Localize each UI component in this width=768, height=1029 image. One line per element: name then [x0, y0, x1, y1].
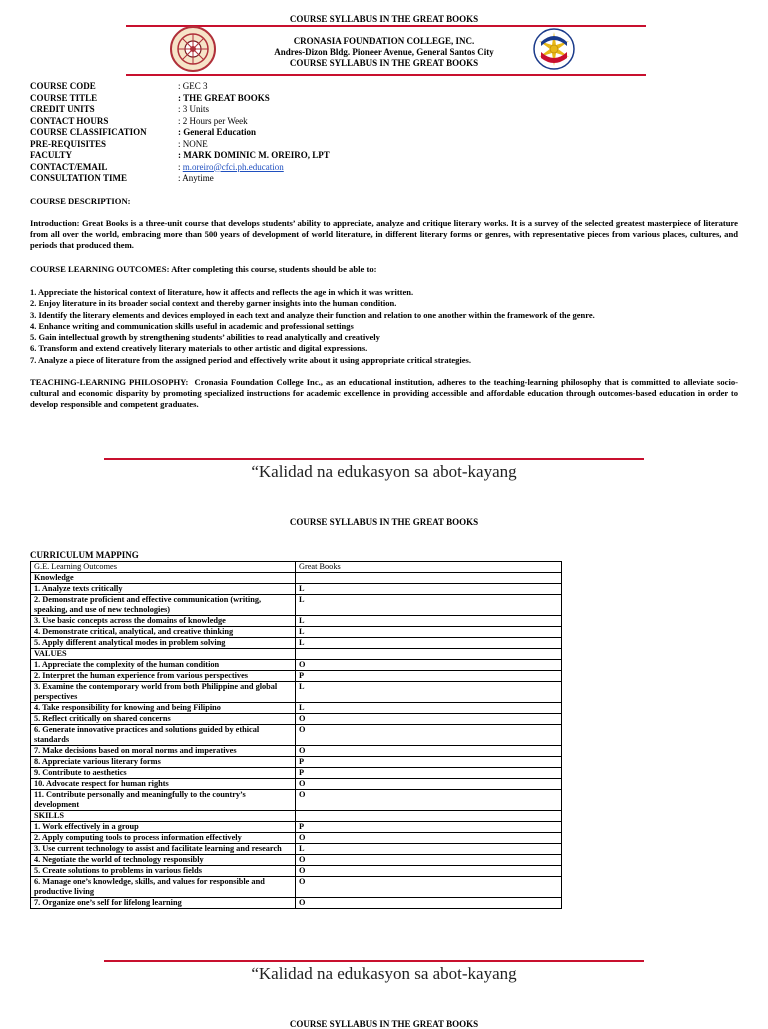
info-key: COURSE CLASSIFICATION [30, 127, 147, 137]
page2-header-title: COURSE SYLLABUS IN THE GREAT BOOKS [289, 517, 479, 527]
outcome-cell: 7. Organize one’s self for lifelong learning [31, 898, 296, 909]
info-value-email: : m.oreiro@cfci.ph.education [178, 161, 284, 172]
mapping-cell: P [296, 757, 562, 768]
mapping-cell: L [296, 682, 562, 703]
table-row [31, 790, 562, 811]
outcome-item: 1. Appreciate the historical context of literature, how it affects and reflects the age in which it was written. [30, 287, 414, 297]
mapping-cell: P [296, 822, 562, 833]
table-header-row [31, 562, 562, 573]
outcome-cell: Knowledge [31, 573, 296, 584]
outcome-cell: 7. Make decisions based on moral norms and imperatives [31, 746, 296, 757]
outcome-cell: 3. Use basic concepts across the domains of knowledge [31, 616, 296, 627]
mapping-cell: O [296, 877, 562, 898]
mapping-cell: P [296, 768, 562, 779]
outcome-cell: 6. Generate innovative practices and solutions guided by ethical standards [31, 725, 296, 746]
outcome-item: 3. Identify the literary elements and devices employed in each text and analyze their function and relation to one another within the framework of the genre. [30, 309, 595, 320]
outcome-cell: 5. Reflect critically on shared concerns [31, 714, 296, 725]
learning-outcomes-list [30, 287, 738, 366]
mapping-cell: L [296, 627, 562, 638]
info-row [30, 104, 330, 116]
mapping-cell: O [296, 898, 562, 909]
outcome-cell: 1. Appreciate the complexity of the human condition [31, 660, 296, 671]
mapping-cell: O [296, 779, 562, 790]
curriculum-mapping-table [30, 561, 562, 909]
college-name: CRONASIA FOUNDATION COLLEGE, INC. [293, 36, 475, 46]
mapping-cell: L [296, 616, 562, 627]
info-key: FACULTY [30, 150, 73, 160]
table-row [31, 682, 562, 703]
outcome-cell: 4. Demonstrate critical, analytical, and creative thinking [31, 627, 296, 638]
mapping-cell: O [296, 790, 562, 811]
table-row [31, 768, 562, 779]
table-row [31, 725, 562, 746]
info-row [30, 150, 330, 162]
outcome-item: 2. Enjoy literature in its broader social context and thereby garner insights into the human condition. [30, 298, 397, 309]
table-row [31, 877, 562, 898]
info-row [30, 116, 330, 128]
table-row [31, 779, 562, 790]
info-row [30, 162, 330, 174]
mapping-cell [296, 649, 562, 660]
table-row [31, 833, 562, 844]
table-row [31, 746, 562, 757]
table-row [31, 855, 562, 866]
table-row [31, 671, 562, 682]
table-row [31, 757, 562, 768]
page3-header-title: COURSE SYLLABUS IN THE GREAT BOOKS [289, 1019, 479, 1029]
outcome-cell: 10. Advocate respect for human rights [31, 779, 296, 790]
footer-divider [104, 458, 644, 460]
tlp-text: Cronasia Foundation College Inc., as an educational institution, adheres to the teaching-learning philosophy that is committed to alleviate socio-cultural and economic disparity by promoting specialized instructions for academic excellence in providing accessible and affordable education through outcomes-based education in order to develop responsible and competent graduates. [30, 377, 739, 409]
outcome-cell: 5. Create solutions to problems in various fields [31, 866, 296, 877]
mapping-cell: L [296, 584, 562, 595]
table-row [31, 627, 562, 638]
table-row [31, 703, 562, 714]
outcome-cell: 2. Apply computing tools to process information effectively [31, 833, 296, 844]
table-row [31, 844, 562, 855]
outcome-cell: 4. Negotiate the world of technology responsibly [31, 855, 296, 866]
mapping-cell: O [296, 866, 562, 877]
outcome-cell: 1. Work effectively in a group [31, 822, 296, 833]
college-block [0, 36, 768, 69]
table-row [31, 638, 562, 649]
mapping-cell: O [296, 714, 562, 725]
info-value: : 2 Hours per Week [178, 115, 248, 126]
header-divider-bottom [126, 74, 646, 76]
course-description-label: COURSE DESCRIPTION: [30, 196, 131, 206]
mapping-cell [296, 573, 562, 584]
outcome-cell: SKILLS [31, 811, 296, 822]
mapping-cell: O [296, 725, 562, 746]
teaching-philosophy [30, 377, 738, 410]
mapping-cell: L [296, 638, 562, 649]
outcome-cell: 3. Examine the contemporary world from both Philippine and global perspectives [31, 682, 296, 703]
college-address: Andres-Dizon Bldg. Pioneer Avenue, General Santos City [274, 47, 494, 57]
table-row [31, 584, 562, 595]
header-cell-outcomes: G.E. Learning Outcomes [31, 562, 296, 573]
table-row [31, 898, 562, 909]
info-value: : THE GREAT BOOKS [178, 92, 270, 103]
college-subtitle: COURSE SYLLABUS IN THE GREAT BOOKS [289, 58, 479, 68]
info-key: COURSE TITLE [30, 92, 98, 103]
outcome-cell: 1. Analyze texts critically [31, 584, 296, 595]
outcome-cell: 8. Appreciate various literary forms [31, 757, 296, 768]
table-section-row [31, 811, 562, 822]
footer-divider-2 [104, 960, 644, 962]
outcome-cell: 11. Contribute personally and meaningfully to the country’s development [31, 790, 296, 811]
info-key: CREDIT UNITS [30, 104, 95, 114]
mapping-cell: O [296, 746, 562, 757]
outcome-cell: 4. Take responsibility for knowing and being Filipino [31, 703, 296, 714]
outcome-cell: 2. Demonstrate proficient and effective communication (writing, speaking, and use of new technologies) [31, 595, 296, 616]
page-header-title: COURSE SYLLABUS IN THE GREAT BOOKS [289, 14, 479, 24]
info-row [30, 139, 330, 151]
table-section-row [31, 573, 562, 584]
outcome-cell: 3. Use current technology to assist and facilitate learning and research [31, 844, 296, 855]
info-value: : General Education [178, 127, 256, 137]
table-row [31, 822, 562, 833]
outcome-cell: 6. Manage one’s knowledge, skills, and values for responsible and productive living [31, 877, 296, 898]
outcome-item: 5. Gain intellectual growth by strengthening students’ abilities to read analytically and creatively [30, 332, 380, 343]
mapping-cell: O [296, 660, 562, 671]
introduction-paragraph: Introduction: Great Books is a three-unit course that develops students’ ability to appreciate, analyze and critique literary works. It is a survey of the selected greatest masterpiece of literature from all over the world, embracing more than 500 years of development of world literature, in different literary forms or genres, with representative pieces from various places, cultures, and periods that produced them. [30, 218, 738, 250]
info-key: CONSULTATION TIME [30, 173, 127, 183]
mapping-cell: L [296, 595, 562, 616]
table-row [31, 866, 562, 877]
table-row [31, 616, 562, 627]
ph-seal-logo [533, 28, 575, 70]
info-key: COURSE CODE [30, 81, 96, 91]
table-section-row [31, 649, 562, 660]
info-key: CONTACT HOURS [30, 115, 109, 126]
outcome-cell: VALUES [31, 649, 296, 660]
mapping-cell: P [296, 671, 562, 682]
mapping-cell [296, 811, 562, 822]
info-value: : 3 Units [178, 104, 210, 114]
course-info [30, 81, 330, 185]
mapping-cell: O [296, 855, 562, 866]
outcome-cell: 9. Contribute to aesthetics [31, 768, 296, 779]
info-key: PRE-REQUISITES [30, 138, 107, 149]
table-row [31, 595, 562, 616]
info-key: CONTACT/EMAIL [30, 161, 108, 172]
info-value: : GEC 3 [178, 81, 208, 91]
outcome-item: 4. Enhance writing and communication skills useful in academic and professional settings [30, 320, 354, 331]
info-value: : NONE [178, 138, 208, 149]
info-value: : Anytime [178, 173, 214, 183]
clo-label: COURSE LEARNING OUTCOMES: After completing this course, students should be able to: [30, 264, 377, 274]
header-cell-course: Great Books [296, 562, 562, 573]
outcome-item: 7. Analyze a piece of literature from the assigned period and effectively write about it using appropriate critical strategies. [30, 354, 471, 365]
email-link[interactable]: m.oreiro@cfci.ph.education [182, 161, 284, 172]
table-row [31, 660, 562, 671]
mapping-cell: L [296, 703, 562, 714]
info-row [30, 81, 330, 93]
info-row [30, 173, 330, 185]
footer-motto: “Kalidad na edukasyon sa abot-kayang [251, 462, 517, 481]
curriculum-mapping-label: CURRICULUM MAPPING [30, 550, 139, 560]
tlp-label: TEACHING-LEARNING PHILOSOPHY: [30, 377, 189, 387]
table-row [31, 714, 562, 725]
mapping-cell: O [296, 833, 562, 844]
curriculum-mapping-body [31, 562, 562, 909]
mapping-cell: L [296, 844, 562, 855]
outcome-cell: 2. Interpret the human experience from various perspectives [31, 671, 296, 682]
info-row [30, 127, 330, 139]
info-value: : MARK DOMINIC M. OREIRO, LPT [178, 150, 330, 160]
footer-motto-2: “Kalidad na edukasyon sa abot-kayang [251, 964, 517, 983]
info-row [30, 93, 330, 105]
outcome-item: 6. Transform and extend creatively literary materials to other artistic and digital expressions. [30, 343, 368, 354]
outcome-cell: 5. Apply different analytical modes in problem solving [31, 638, 296, 649]
